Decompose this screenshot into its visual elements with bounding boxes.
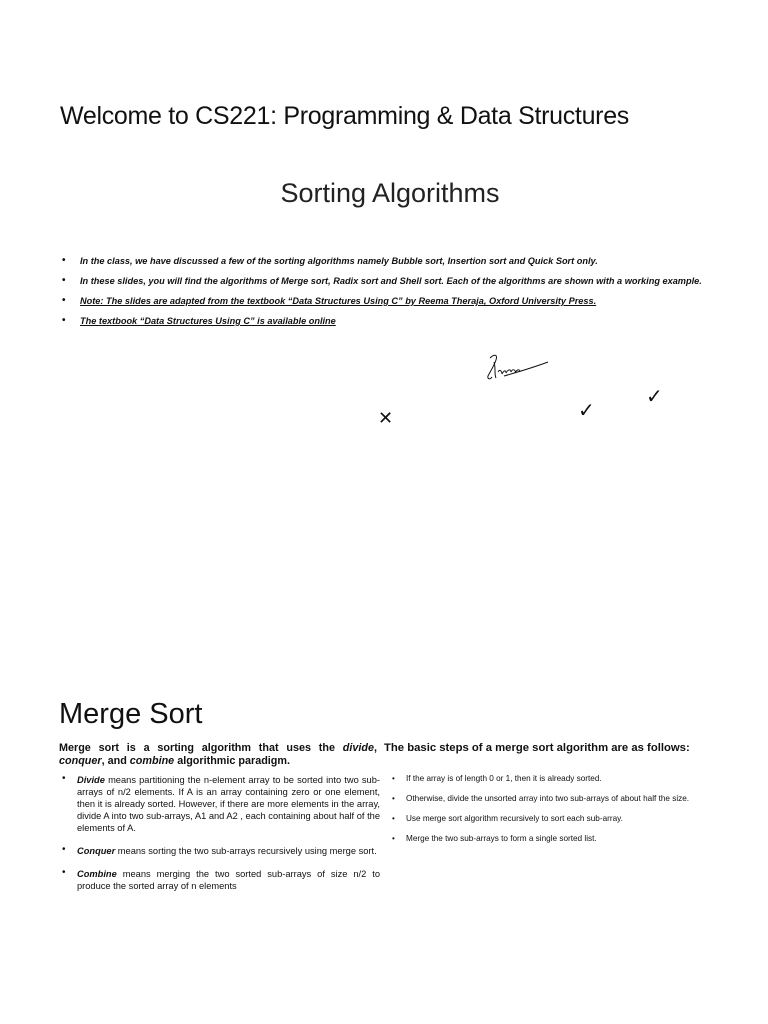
cross-mark-icon: ✕	[378, 408, 394, 429]
bullet-icon: •	[392, 774, 395, 783]
signature-icon	[484, 350, 554, 386]
list-item	[392, 794, 702, 804]
bullet-icon: •	[392, 814, 395, 823]
bullet-icon: •	[62, 255, 66, 266]
bullet-icon: •	[62, 295, 66, 306]
intro-text: algorithmic paradigm.	[174, 755, 290, 767]
bullet-item: • In these slides, you will find the algorithms of Merge sort, Radix sort and Shell sort. Each of the algorithms are shown with a working example.	[62, 275, 702, 286]
term-conquer: Conquer	[77, 846, 116, 856]
slide-2	[0, 512, 768, 1024]
merge-sort-intro	[59, 742, 377, 768]
term-combine: Combine	[77, 869, 117, 879]
slide-2-title: Merge Sort	[59, 698, 203, 730]
bullet-icon: •	[62, 844, 66, 855]
intro-bullet-list	[62, 256, 702, 336]
term-description: means merging the two sorted sub-arrays of size n/2 to produce the sorted array of n elements	[77, 869, 380, 891]
bullet-icon: •	[62, 773, 66, 784]
check-mark-icon: ✓	[578, 398, 595, 422]
list-item	[392, 814, 702, 824]
step-text: If the array is of length 0 or 1, then it is already sorted.	[406, 774, 602, 783]
basic-steps-heading: The basic steps of a merge sort algorithm are as follows:	[384, 742, 690, 754]
check-mark-icon: ✓	[646, 384, 663, 408]
term-description: means sorting the two sub-arrays recursively using merge sort.	[115, 846, 377, 856]
list-item	[392, 774, 702, 784]
step-text: Otherwise, divide the unsorted array into two sub-arrays of about half the size.	[406, 794, 690, 803]
bullet-icon: •	[392, 794, 395, 803]
bullet-icon: •	[62, 867, 66, 878]
slide-1-title: Welcome to CS221: Programming & Data Structures	[60, 102, 630, 130]
intro-text: ,	[374, 742, 377, 754]
intro-text: Merge sort is a sorting algorithm that uses the	[59, 742, 343, 754]
list-item	[62, 774, 380, 834]
bullet-item: • In the class, we have discussed a few of the sorting algorithms namely Bubble sort, Insertion sort and Quick Sort only.	[62, 255, 598, 266]
term-divide: Divide	[77, 775, 105, 785]
list-item	[62, 868, 380, 892]
bullet-item-note: • Note: The slides are adapted from the textbook “Data Structures Using C” by Reema Theraja, Oxford University Press.	[62, 295, 597, 306]
bullet-icon: •	[62, 315, 66, 326]
intro-term-conquer: conquer	[59, 755, 102, 767]
step-text: Use merge sort algorithm recursively to sort each sub-array.	[406, 814, 623, 823]
steps-list	[392, 774, 702, 854]
intro-text: , and	[101, 755, 130, 767]
intro-term-divide: divide	[342, 742, 374, 754]
step-text: Merge the two sub-arrays to form a single sorted list.	[406, 834, 597, 843]
slide-1-subtitle: Sorting Algorithms	[280, 178, 500, 208]
bullet-icon: •	[392, 834, 395, 843]
bullet-icon: •	[62, 275, 66, 286]
list-item	[62, 845, 380, 857]
bullet-item-textbook: • The textbook “Data Structures Using C” is available online	[62, 315, 336, 326]
term-description: means partitioning the n-element array to be sorted into two sub-arrays of n/2 elements. If A is an array containing zero or one element, then it is already sorted. However, if there are more elements in the array, divide A into two sub-arrays, A1 and A2 , each containing about half of the elements of A.	[77, 775, 380, 833]
paradigm-list	[62, 774, 380, 903]
list-item	[392, 834, 702, 844]
intro-term-combine: combine	[129, 755, 175, 767]
